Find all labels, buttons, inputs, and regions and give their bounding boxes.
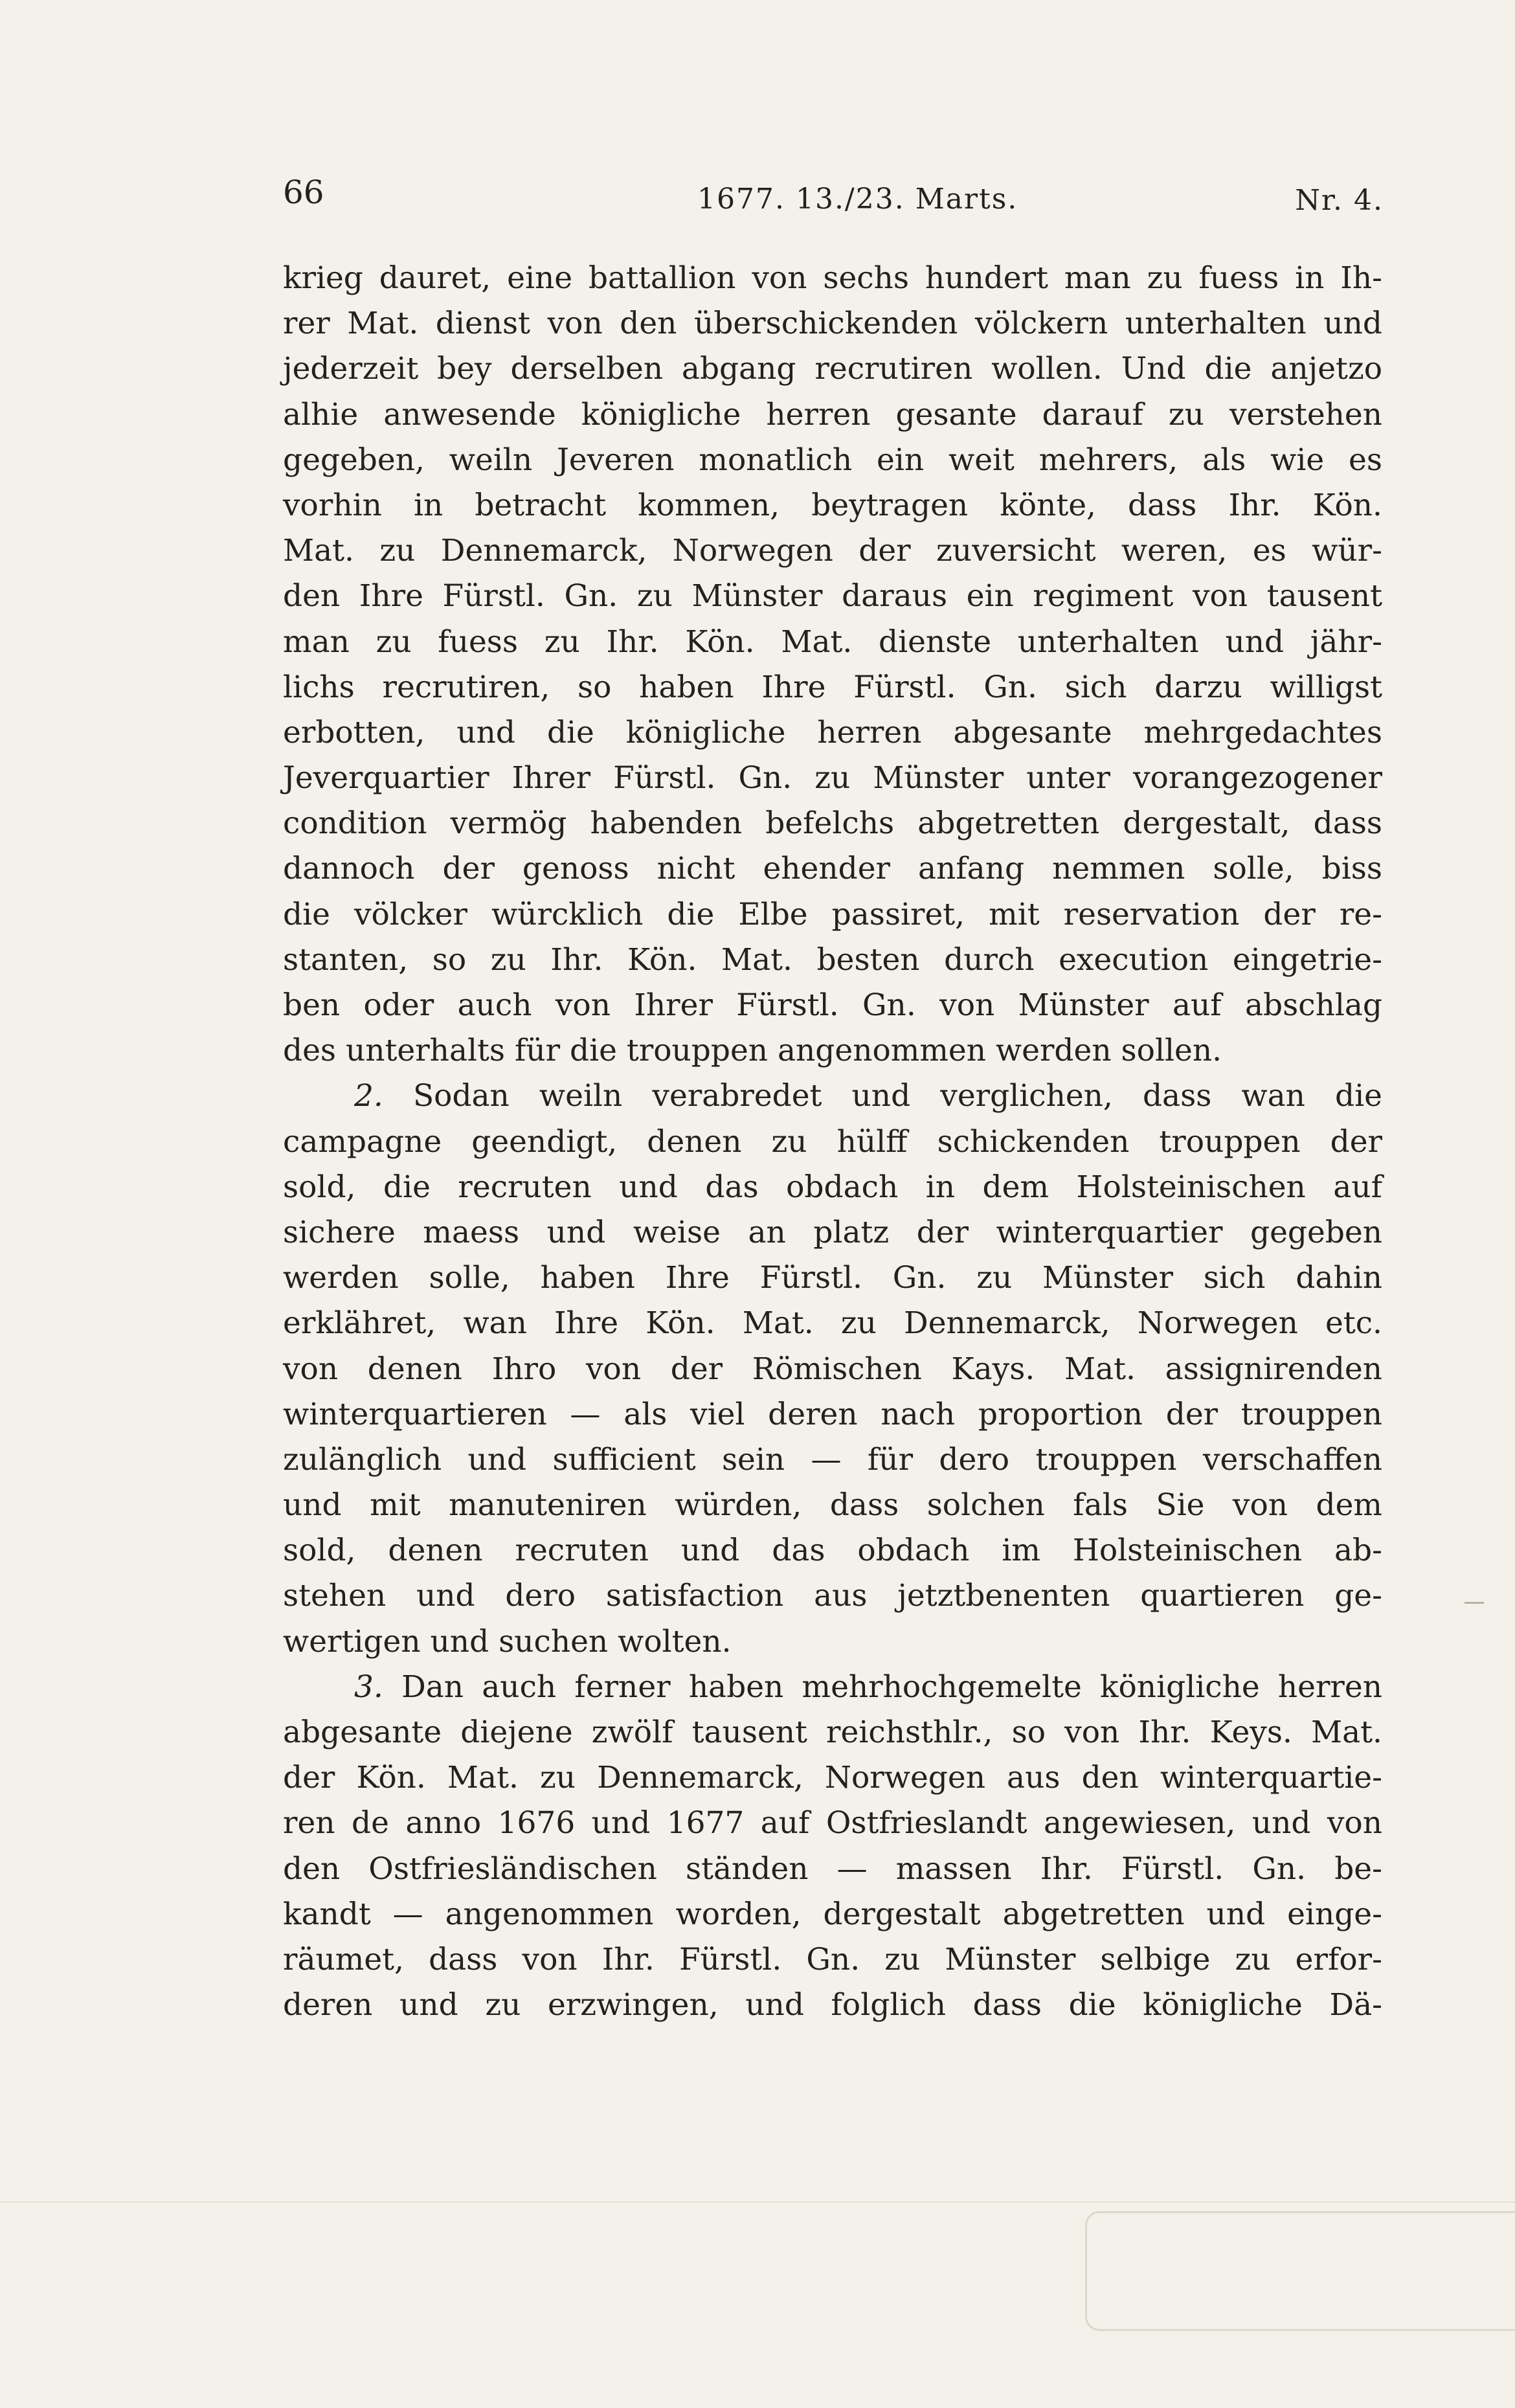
text-line: sichere maess und weise an platz der winterquartier gegeben: [283, 1214, 1382, 1250]
text-line: den Ihre Fürstl. Gn. zu Münster daraus ein regiment von tausent: [283, 578, 1382, 614]
text-line: campagne geendigt, denen zu hülff schickenden trouppen der: [283, 1123, 1382, 1160]
paragraph-number: 3.: [354, 1669, 383, 1705]
text-line: vorhin in betracht kommen, beytragen könte, dass Ihr. Kön.: [283, 487, 1382, 523]
paragraph-1: [283, 256, 1382, 1074]
text-line: stehen und dero satisfaction aus jetztbenenten quartieren ge-: [283, 1578, 1382, 1614]
paragraph-number: 2.: [354, 1078, 383, 1114]
text-line: werden solle, haben Ihre Fürstl. Gn. zu Münster sich dahin: [283, 1260, 1382, 1296]
body-text: [283, 256, 1382, 2028]
text-line: jederzeit bey derselben abgang recrutiren wollen. Und die anjetzo: [283, 351, 1382, 387]
text-line: erklähret, wan Ihre Kön. Mat. zu Dennemarck, Norwegen etc.: [283, 1305, 1382, 1342]
text-line: condition vermög habenden befelchs abgetretten dergestalt, dass: [283, 805, 1382, 842]
running-header: [283, 174, 1384, 219]
text-line: krieg dauret, eine battallion von sechs hundert man zu fuess in Ih-: [283, 260, 1382, 296]
text-line: des unterhalts für die trouppen angenommen werden sollen.: [283, 1033, 1222, 1069]
paragraph-3: [283, 1665, 1382, 2029]
faint-stamp-outline: [1085, 2211, 1515, 2331]
text-line-content: Dan auch ferner haben mehrhochgemelte königliche herren: [401, 1669, 1382, 1705]
text-line: der Kön. Mat. zu Dennemarck, Norwegen aus den winterquartie-: [283, 1760, 1382, 1796]
text-line: ben oder auch von Ihrer Fürstl. Gn. von Münster auf abschlag: [283, 987, 1382, 1023]
text-line: kandt — angenommen worden, dergestalt abgetretten und einge-: [283, 1896, 1382, 1932]
text-line: [283, 1665, 1382, 1710]
text-line: erbotten, und die königliche herren abgesante mehrgedachtes: [283, 714, 1382, 750]
text-line: sold, denen recruten und das obdach im Holsteinischen ab-: [283, 1533, 1382, 1569]
text-line: ren de anno 1676 und 1677 auf Ostfrieslandt angewiesen, und von: [283, 1805, 1382, 1841]
text-line: alhie anwesende königliche herren gesante darauf zu verstehen: [283, 396, 1382, 433]
scan-edge-rule: [0, 2201, 1515, 2203]
text-line: Jeverquartier Ihrer Fürstl. Gn. zu Münster unter vorangezogener: [283, 760, 1382, 796]
text-line: winterquartieren — als viel deren nach proportion der trouppen: [283, 1396, 1382, 1432]
text-line: wertigen und suchen wolten.: [283, 1623, 732, 1660]
text-line: abgesante diejene zwölf tausent reichsthlr., so von Ihr. Keys. Mat.: [283, 1715, 1382, 1750]
paragraph-2: [283, 1074, 1382, 1664]
text-line: dannoch der genoss nicht ehender anfang nemmen solle, biss: [283, 851, 1382, 887]
text-line: von denen Ihro von der Römischen Kays. Mat. assignirenden: [283, 1351, 1382, 1387]
text-line: räumet, dass von Ihr. Fürstl. Gn. zu Münster selbige zu erfor-: [283, 1941, 1382, 1977]
text-line: und mit manuteniren würden, dass solchen fals Sie von dem: [283, 1487, 1382, 1524]
text-line: gegeben, weiln Jeveren monatlich ein weit mehrers, als wie es: [283, 442, 1382, 478]
text-line: stanten, so zu Ihr. Kön. Mat. besten durch execution eingetrie-: [283, 941, 1382, 978]
text-line: man zu fuess zu Ihr. Kön. Mat. dienste unterhalten und jähr-: [283, 624, 1382, 660]
text-line: zulänglich und sufficient sein — für dero trouppen verschaffen: [283, 1441, 1382, 1478]
text-line-content: Sodan weiln verabredet und verglichen, dass wan die: [412, 1078, 1382, 1114]
text-line: sold, die recruten und das obdach in dem Holsteinischen auf: [283, 1169, 1382, 1205]
header-title: 1677. 13./23. Marts.: [697, 183, 1018, 216]
page-number: 66: [283, 174, 324, 211]
margin-mark: [1464, 1602, 1484, 1604]
text-line: den Ostfriesländischen ständen — massen Ihr. Fürstl. Gn. be-: [283, 1851, 1382, 1887]
text-line: die völcker würcklich die Elbe passiret, mit reservation der re-: [283, 896, 1382, 932]
text-line: deren und zu erzwingen, und folglich dass die königliche Dä-: [283, 1987, 1382, 2023]
text-line: rer Mat. dienst von den überschickenden völckern unterhalten und: [283, 306, 1382, 342]
text-line: [283, 1074, 1382, 1119]
text-line: Mat. zu Dennemarck, Norwegen der zuversicht weren, es wür-: [283, 533, 1382, 569]
text-line: lichs recrutiren, so haben Ihre Fürstl. Gn. sich darzu willigst: [283, 669, 1382, 705]
document-number: Nr. 4.: [1295, 184, 1384, 217]
